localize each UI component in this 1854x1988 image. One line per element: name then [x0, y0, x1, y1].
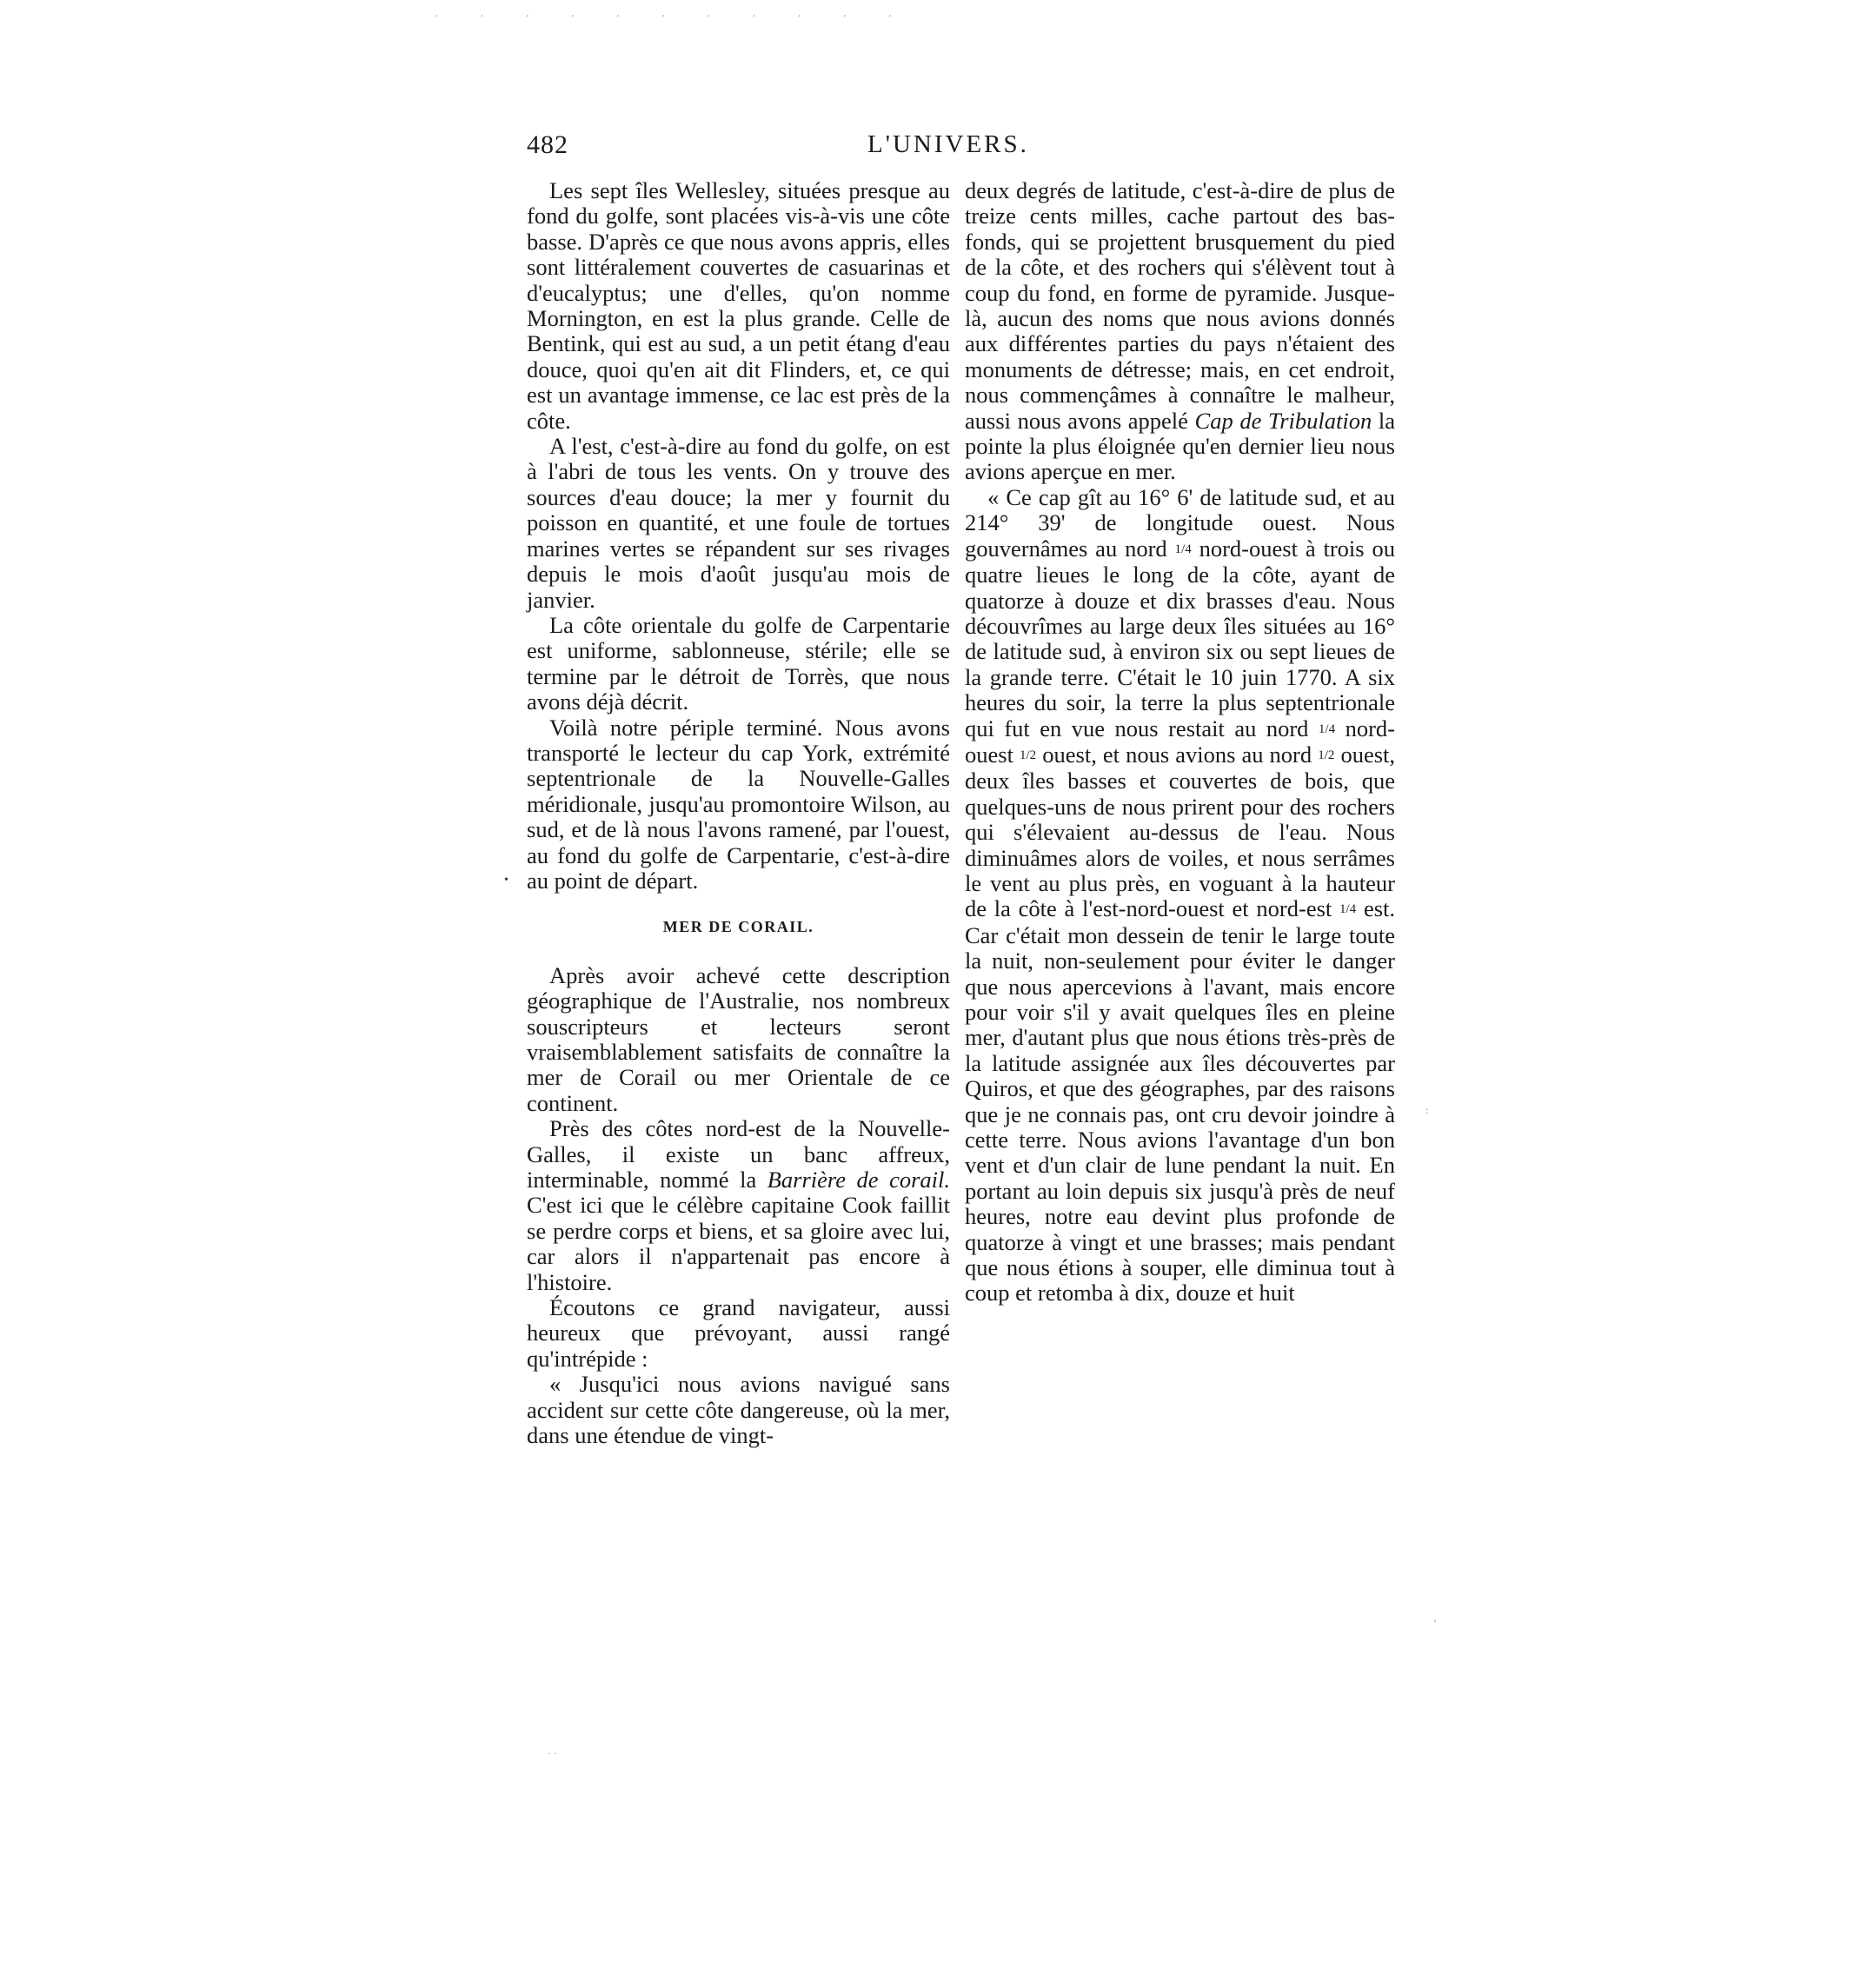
fraction: 1/2: [1318, 748, 1335, 762]
section-heading: MER DE CORAIL.: [662, 918, 814, 936]
scan-noise: · · · · · · · · · · ·: [435, 10, 912, 23]
left-column: [527, 178, 950, 1449]
text-run: Près des côtes nord-est de la Nouvelle-Galles, il existe un banc affreux, interminable, nommé la: [527, 1115, 950, 1193]
margin-mark: •: [504, 874, 508, 887]
text-run: C'est ici que le célèbre capitaine Cook faillit se perdre corps et biens, et sa gloire avec lui, car alors il n'appartenait pas encore à l'histoire.: [527, 1192, 950, 1295]
fraction: 1/4: [1174, 542, 1192, 556]
text-run: ouest, et nous avions au nord: [1036, 741, 1319, 768]
running-title: L'UNIVERS.: [867, 130, 1029, 158]
paragraph: Voilà notre périple terminé. Nous avons transporté le lecteur du cap York, extrémité septentrionale de la Nouvelle-Galles méridionale, jusqu'au promontoire Wilson, au sud, et de là nous l'avons ramené, par l'ouest, au fond du golfe de Carpentarie, c'est-à-dire au point de départ.: [527, 714, 950, 894]
italic-term: Barrière de corail.: [767, 1167, 950, 1193]
paragraph: [965, 485, 1395, 1306]
paragraph: [527, 1116, 950, 1295]
fraction: 1/4: [1339, 902, 1357, 917]
page-number: 482: [527, 130, 568, 159]
text-run: « Ce cap gît au 16° 6' de latitude sud, et au 214° 39' de longitude ouest. Nous gouvernâmes au nord: [965, 483, 1395, 562]
paragraph: « Jusqu'ici nous avions navigué sans accident sur cette côte dangereuse, où la mer, dans une étendue de vingt-: [527, 1371, 950, 1449]
scan-speck: ': [1434, 1617, 1437, 1629]
text-run: la pointe la plus éloignée qu'en dernier lieu nous avions aperçue en mer.: [965, 407, 1395, 485]
paragraph: La côte orientale du golfe de Carpentarie est uniforme, sablonneuse, stérile; elle se termine par le détroit de Torrès, que nous avons déjà décrit.: [527, 611, 950, 715]
text-run: nord-ouest à trois ou quatre lieues le long de la côte, ayant de quatorze à douze et dix brasses d'eau. Nous découvrîmes au large deux îles situées au 16° de latitude sud, à environ six ou sept lieues de la grande terre. C'était le 10 juin 1770. A six heures du soir, la terre la plus septentrionale qui fut en vue nous restait au nord: [965, 535, 1395, 741]
text-run: est. Car c'était mon dessein de tenir le large toute la nuit, non-seulement pour éviter le danger que nous apercevions à l'avant, mais encore pour voir s'il y avait quelques îles en pleine mer, d'autant plus que nous étions très-près de la latitude assignée aux îles découvertes par Quiros, et que des géographes, par des raisons que je ne connais pas, ont cru devoir joindre à cette terre. Nous avions l'avantage d'un bon vent et d'un clair de lune pendant la nuit. En portant au loin depuis six jusqu'à près de neuf heures, notre eau devint plus profonde de quatorze à vingt et une brasses; mais pendant que nous étions à souper, elle diminua tout à coup et retomba à dix, douze et huit: [965, 895, 1396, 1306]
paragraph: Après avoir achevé cette description géographique de l'Australie, nos nombreux souscripteurs et lecteurs seront vraisemblablement satisfaits de connaître la mer de Corail ou mer Orientale de ce continent.: [527, 961, 950, 1116]
text-run: ouest, deux îles basses et couvertes de bois, que quelques-uns de nous prirent pour des rochers qui s'élevaient au-dessus de l'eau. Nous diminuâmes alors de voiles, et nous serrâmes le vent au plus près, en voguant à la hauteur de la côte à l'est-nord-ouest et nord-est: [965, 741, 1396, 922]
right-column: [965, 178, 1395, 1306]
paragraph: [965, 178, 1395, 485]
scan-speck: · ·: [548, 1747, 557, 1759]
paragraph: Les sept îles Wellesley, situées presque au fond du golfe, sont placées vis-à-vis une côte basse. D'après ce que nous avons appris, elles sont littéralement couvertes de casuarinas et d'eucalyptus; une d'elles, qu'on nomme Mornington, en est la plus grande. Celle de Bentink, qui est au sud, a un petit étang d'eau douce, quoi qu'en ait dit Flinders, et, ce qui est un avantage immense, ce lac est près de la côte.: [527, 177, 950, 434]
fraction: 1/4: [1318, 721, 1336, 736]
fraction: 1/2: [1020, 748, 1037, 762]
text-run: nord-ouest: [965, 715, 1395, 768]
page-header: [527, 130, 1396, 165]
paragraph: Écoutons ce grand navigateur, aussi heureux que prévoyant, aussi rangé qu'intrépide :: [527, 1294, 950, 1372]
scan-speck: :: [1425, 1104, 1429, 1116]
text-run: deux degrés de latitude, c'est-à-dire de plus de treize cents milles, cache partout des bas-fonds, qui se projettent brusquement du pied de la côte, et des rochers qui s'élèvent tout à coup du fond, en forme de pyramide. Jusque-là, aucun des noms que nous avions donnés aux différentes parties du pays n'étaient des monuments de détresse; mais, en cet endroit, nous commençâmes à connaître le malheur, aussi nous avons appelé: [965, 177, 1395, 434]
italic-term: Cap de Tribulation: [1194, 407, 1372, 434]
paragraph: A l'est, c'est-à-dire au fond du golfe, on est à l'abri de tous les vents. On y trouve des sources d'eau douce; la mer y fournit du poisson en quantité, et une foule de tortues marines vertes se répandent sur ses rivages depuis le mois d'août jusqu'au mois de janvier.: [527, 433, 950, 613]
